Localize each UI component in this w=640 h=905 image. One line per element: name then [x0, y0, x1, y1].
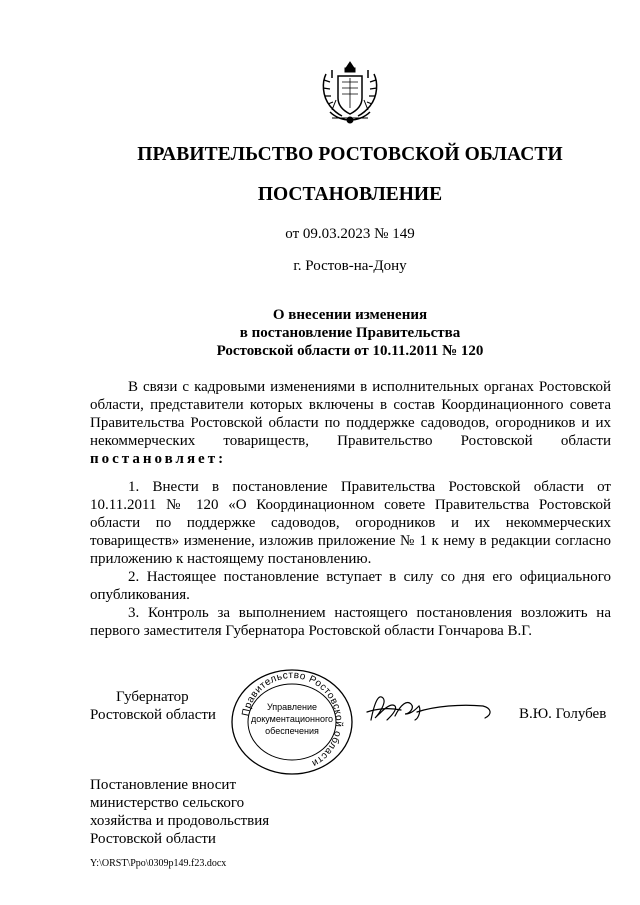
- intro-text: В связи с кадровыми изменениями в исполнительных органах Ростовской области, представители которых включены в состав Координационного совета Правительства Ростовской области по поддержке садоводов, огородников и их некоммерческих товариществ, Правительство Ростовской области: [90, 379, 611, 449]
- official-stamp: [228, 666, 356, 778]
- decrees-colon: :: [218, 451, 227, 467]
- signatory-name: В.Ю. Голубев: [519, 706, 607, 722]
- file-path: Y:\ORST\Ppo\0309p149.f23.docx: [90, 858, 227, 869]
- stamp-line: документационного: [250, 714, 334, 724]
- heading-line: О внесении изменения: [272, 307, 428, 323]
- stamp-line: обеспечения: [265, 726, 319, 736]
- document-heading: [0, 306, 640, 360]
- document-date-number: от 09.03.2023 № 149: [285, 226, 415, 242]
- stamp-line: Управление: [266, 702, 318, 712]
- decree-item-1: 1. Внести в постановление Правительства Ростовской области от 10.11.2011 № 120 «О Координационном совете Правительства Ростовской области по поддержке садоводов, огородников и их некоммерческих товариществ» изменение, изложив приложение № 1 к нему в редакции согласно приложению к настоящему постановлению.: [90, 479, 611, 567]
- heading-line: Ростовской области от 10.11.2011 № 120: [216, 343, 484, 359]
- decrees-word: постановляет: [90, 451, 219, 467]
- position-line: Губернатор: [116, 689, 189, 705]
- decree-item-2: 2. Настоящее постановление вступает в силу со дня его официального опубликования.: [90, 569, 611, 603]
- document-type: ПОСТАНОВЛЕНИЕ: [257, 184, 443, 205]
- handwritten-signature: [365, 690, 495, 730]
- signatory-position: [90, 688, 216, 724]
- introduced-line: министерство сельского: [90, 795, 245, 811]
- government-title: ПРАВИТЕЛЬСТВО РОСТОВСКОЙ ОБЛАСТИ: [137, 144, 563, 165]
- intro-paragraph: [90, 378, 611, 468]
- heading-line: в постановление Правительства: [239, 325, 461, 341]
- decree-item-3: 3. Контроль за выполнением настоящего постановления возложить на первого заместителя Губернатора Ростовской области Гончарова В.Г.: [90, 605, 611, 639]
- introduced-line: Ростовской области: [90, 831, 216, 847]
- decree-items: [90, 478, 611, 640]
- document-city: г. Ростов-на-Дону: [293, 258, 407, 274]
- introduced-by-block: [90, 776, 269, 848]
- stamp-ring-text: Правительство Ростовской области: [240, 669, 345, 769]
- introduced-line: Постановление вносит: [90, 777, 237, 793]
- introduced-line: хозяйства и продовольствия: [90, 813, 270, 829]
- coat-of-arms-icon: [318, 60, 382, 126]
- position-line: Ростовской области: [90, 707, 216, 723]
